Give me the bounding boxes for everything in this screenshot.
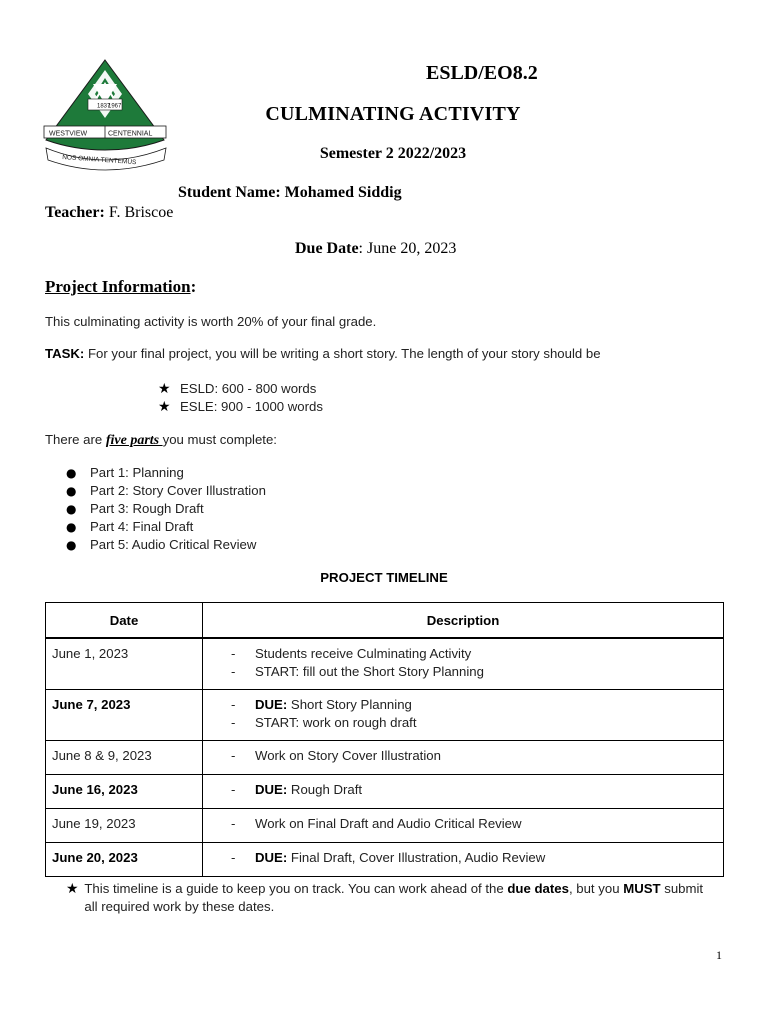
date-cell: June 19, 2023 xyxy=(46,809,203,843)
course-code: ESLD/EO8.2 xyxy=(426,62,538,84)
date-cell: June 8 & 9, 2023 xyxy=(46,741,203,775)
description-cell: - DUE: Short Story Planning - START: work on rough draft xyxy=(203,690,724,741)
student-name-value: Mohamed Siddig xyxy=(284,184,402,201)
task-label: TASK: xyxy=(45,346,85,361)
svg-text:1967: 1967 xyxy=(108,103,122,110)
date-cell: June 1, 2023 xyxy=(46,638,203,690)
svg-text:NOS OMNIA TENTEMUS: NOS OMNIA TENTEMUS xyxy=(61,154,137,167)
timeline-table xyxy=(45,602,724,877)
list-item: ● Part 4: Final Draft xyxy=(66,519,194,534)
table-row xyxy=(46,638,724,690)
parts-intro: There are five parts you must complete: xyxy=(45,432,277,448)
description-cell: - Work on Final Draft and Audio Critical Review xyxy=(203,809,724,843)
table-header-row xyxy=(46,603,724,639)
date-cell: June 20, 2023 xyxy=(46,843,203,877)
column-header-date: Date xyxy=(46,603,203,639)
star-icon: ★ xyxy=(158,381,171,397)
date-cell: June 16, 2023 xyxy=(46,775,203,809)
bullet-icon: ● xyxy=(66,538,77,552)
description-cell: - DUE: Rough Draft xyxy=(203,775,724,809)
table-row xyxy=(46,775,724,809)
length-list xyxy=(158,380,323,416)
grade-worth-text: This culminating activity is worth 20% of your final grade. xyxy=(45,314,377,329)
length-item: ★ ESLE: 900 - 1000 words xyxy=(158,399,323,415)
bullet-icon: ● xyxy=(66,520,77,534)
bullet-icon: ● xyxy=(66,466,77,480)
document-title: CULMINATING ACTIVITY xyxy=(265,103,521,125)
table-row xyxy=(46,690,724,741)
project-information-heading: Project Information: xyxy=(45,277,197,296)
timeline-note xyxy=(66,880,706,916)
column-header-description: Description xyxy=(203,603,724,639)
parts-list xyxy=(66,464,266,554)
task-text: TASK: For your final project, you will be writing a short story. The length of your story should be xyxy=(45,346,601,361)
length-item: ★ ESLD: 600 - 800 words xyxy=(158,381,317,397)
star-icon: ★ xyxy=(66,881,79,897)
list-item: ● Part 1: Planning xyxy=(66,465,184,480)
due-date-label: Due Date xyxy=(295,240,359,257)
teacher-name: F. Briscoe xyxy=(108,204,174,221)
due-date-line xyxy=(295,240,456,258)
list-item: ● Part 2: Story Cover Illustration xyxy=(66,483,266,498)
bullet-icon: ● xyxy=(66,502,77,516)
description-cell: - Students receive Culminating Activity - START: fill out the Short Story Planning xyxy=(203,638,724,690)
timeline-heading: PROJECT TIMELINE xyxy=(320,570,448,585)
list-item: ● Part 5: Audio Critical Review xyxy=(66,537,257,552)
bullet-icon: ● xyxy=(66,484,77,498)
description-cell: - DUE: Final Draft, Cover Illustration, Audio Review xyxy=(203,843,724,877)
student-name-label: Student Name: xyxy=(178,184,281,201)
teacher-line xyxy=(45,204,173,222)
star-icon: ★ xyxy=(158,399,171,415)
due-date-value: : June 20, 2023 xyxy=(358,240,457,257)
svg-text:1837: 1837 xyxy=(97,103,111,110)
table-row xyxy=(46,843,724,877)
table-row xyxy=(46,809,724,843)
five-parts-emphasis: five parts xyxy=(105,433,163,448)
table-row xyxy=(46,741,724,775)
date-cell: June 7, 2023 xyxy=(46,690,203,741)
svg-text:CENTENNIAL: CENTENNIAL xyxy=(108,130,153,138)
student-name-line xyxy=(178,184,402,202)
page-number: 1 xyxy=(716,948,722,962)
semester: Semester 2 2022/2023 xyxy=(319,145,467,162)
note-text: This timeline is a guide to keep you on track. You can work ahead of the due dates, but you MUST submit all required work by these dates. xyxy=(84,881,704,914)
teacher-label: Teacher: xyxy=(45,204,105,221)
list-item: ● Part 3: Rough Draft xyxy=(66,501,204,516)
description-cell: - Work on Story Cover Illustration xyxy=(203,741,724,775)
svg-text:WESTVIEW: WESTVIEW xyxy=(49,130,88,138)
